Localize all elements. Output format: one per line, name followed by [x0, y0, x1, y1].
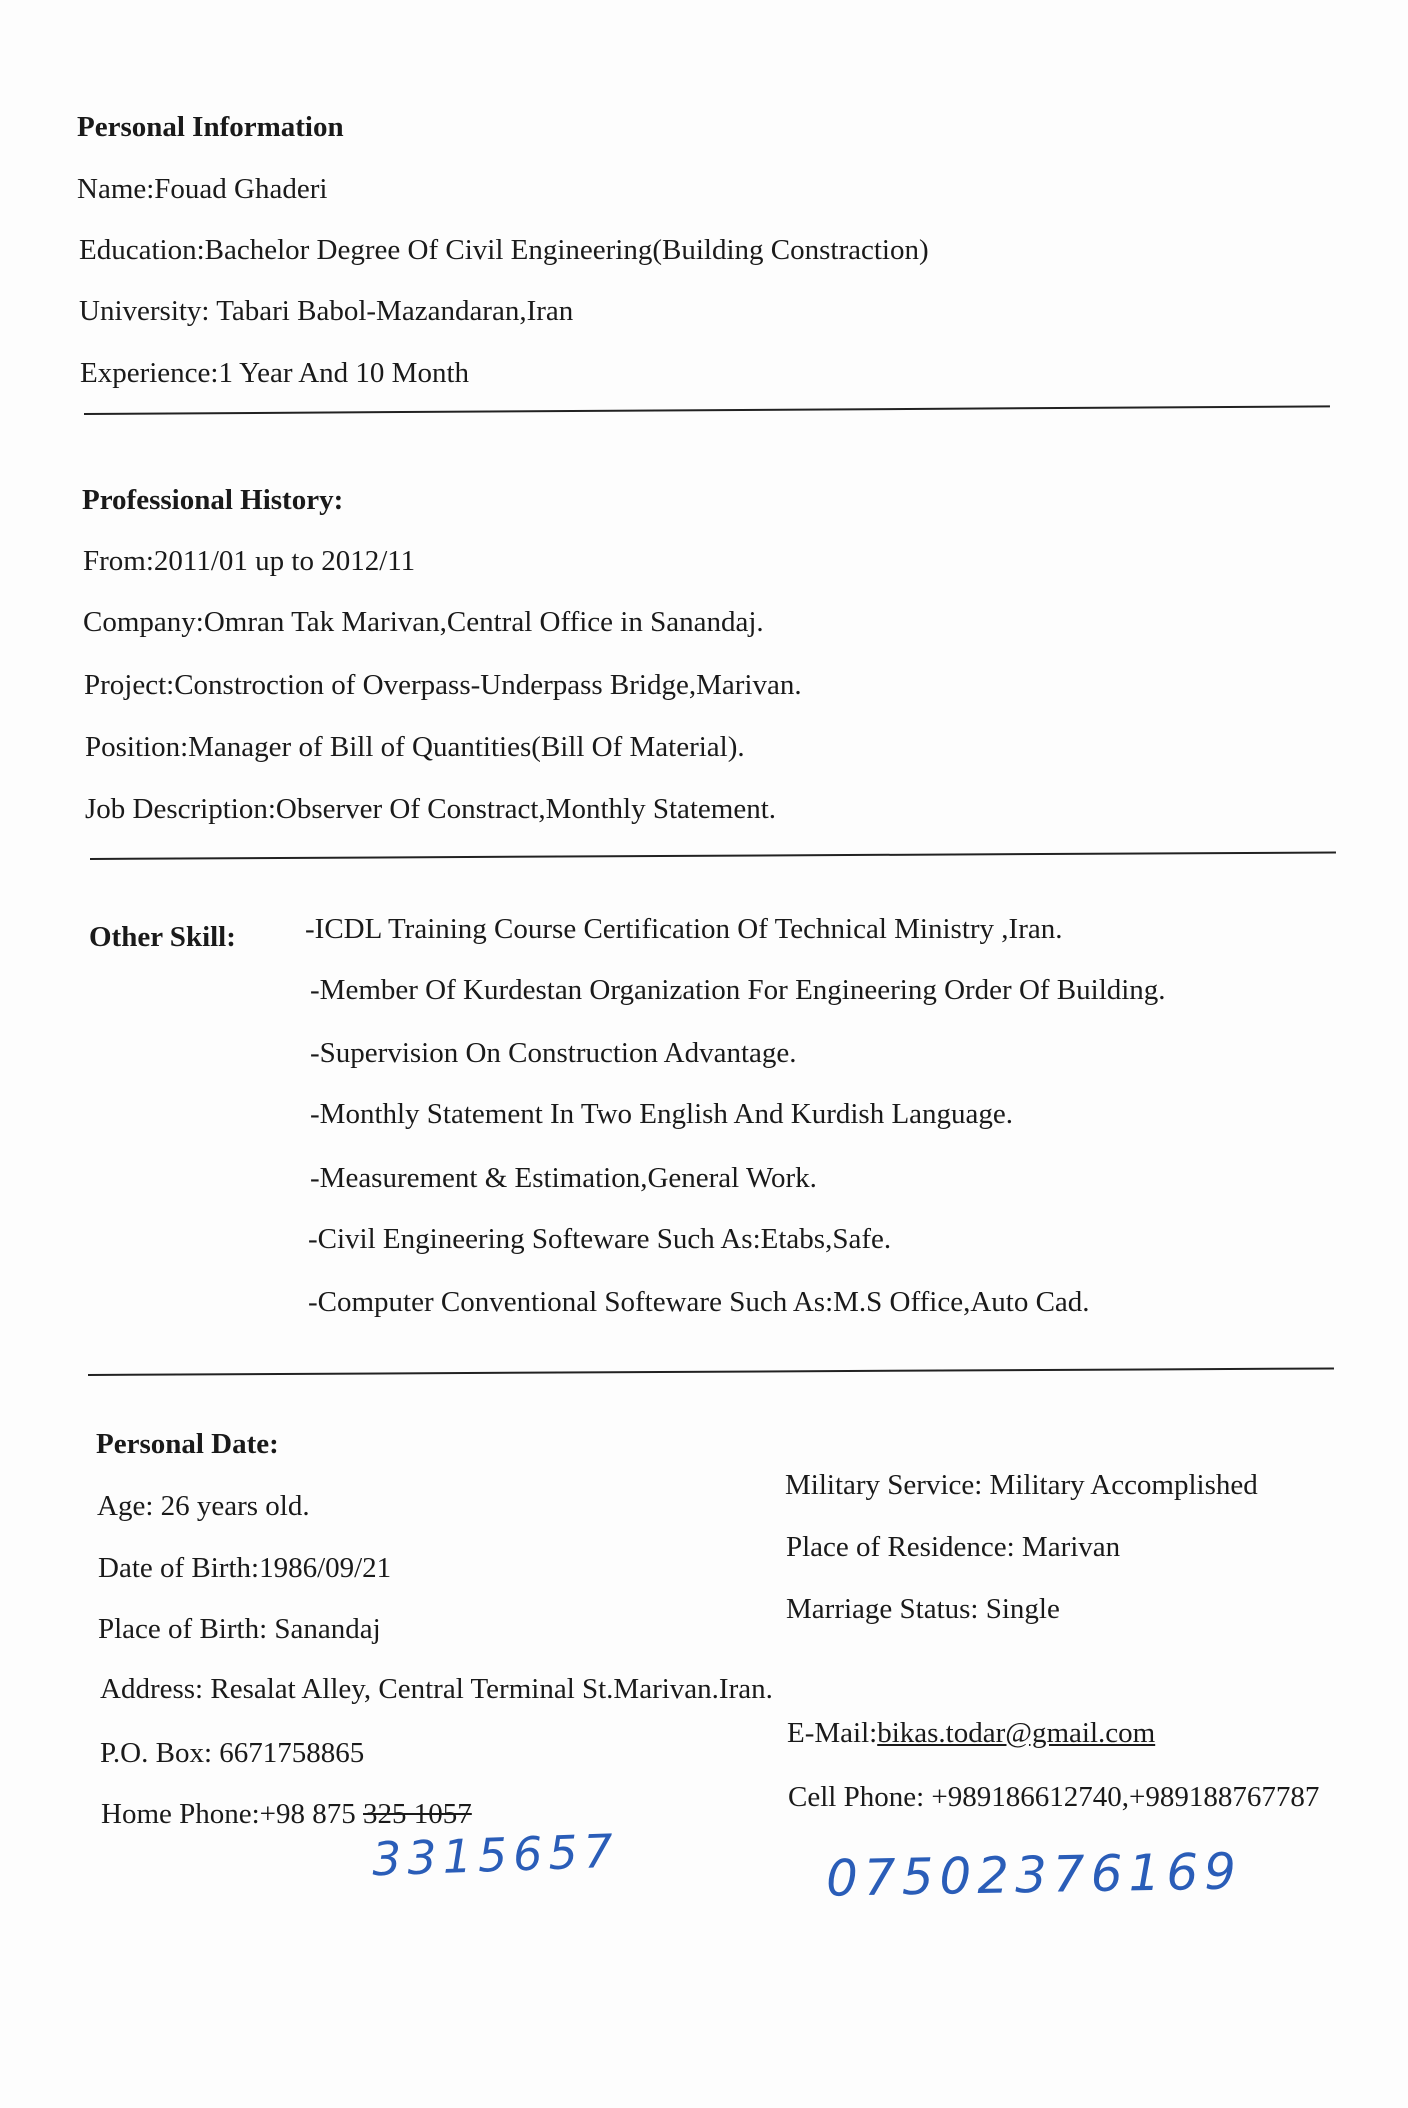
home-phone-label: Home Phone:+98 875 [101, 1798, 364, 1830]
experience-field: Experience:1 Year And 10 Month [80, 357, 470, 389]
home-phone-field [101, 1797, 472, 1831]
skill-item: -Civil Engineering Softeware Such As:Etabs,Safe. [308, 1223, 892, 1255]
section-divider [84, 405, 1330, 415]
place-of-residence-field: Place of Residence: Marivan [786, 1531, 1121, 1563]
date-of-birth-field: Date of Birth:1986/09/21 [98, 1552, 392, 1584]
section-divider [88, 1367, 1334, 1376]
home-phone-struck-number: 325 1057 [363, 1798, 472, 1830]
name-field: Name:Fouad Ghaderi [77, 173, 328, 205]
personal-info-heading: Personal Information [77, 111, 344, 143]
skill-item: -Supervision On Construction Advantage. [310, 1037, 797, 1069]
education-field: Education:Bachelor Degree Of Civil Engineering(Building Constraction) [79, 234, 929, 266]
other-skill-heading: Other Skill: [89, 921, 236, 953]
section-divider [90, 851, 1336, 860]
professional-history-heading: Professional History: [82, 484, 344, 516]
age-field: Age: 26 years old. [97, 1490, 310, 1522]
cell-phone-field: Cell Phone: +989186612740,+989188767787 [788, 1781, 1320, 1813]
email-link[interactable]: bikas.todar@gmail.com [877, 1717, 1156, 1749]
personal-date-heading: Personal Date: [96, 1428, 279, 1460]
job-description-field: Job Description:Observer Of Constract,Monthly Statement. [85, 793, 777, 825]
project-field: Project:Constroction of Overpass-Underpass Bridge,Marivan. [84, 669, 802, 701]
university-field: University: Tabari Babol-Mazandaran,Iran [79, 295, 574, 327]
military-service-field: Military Service: Military Accomplished [785, 1469, 1258, 1501]
skill-item: -Measurement & Estimation,General Work. [310, 1162, 817, 1194]
skill-item: -Monthly Statement In Two English And Kurdish Language. [310, 1098, 1014, 1130]
po-box-field: P.O. Box: 6671758865 [100, 1737, 365, 1769]
company-field: Company:Omran Tak Marivan,Central Office in Sanandaj. [83, 606, 764, 638]
marriage-status-field: Marriage Status: Single [786, 1593, 1060, 1625]
skill-item: -ICDL Training Course Certification Of Technical Ministry ,Iran. [305, 913, 1063, 945]
skill-item: -Computer Conventional Softeware Such As:M.S Office,Auto Cad. [308, 1286, 1090, 1318]
position-field: Position:Manager of Bill of Quantities(Bill Of Material). [85, 731, 745, 763]
address-field: Address: Resalat Alley, Central Terminal St.Marivan.Iran. [100, 1673, 773, 1705]
skill-item: -Member Of Kurdestan Organization For Engineering Order Of Building. [310, 974, 1166, 1006]
from-field: From:2011/01 up to 2012/11 [83, 545, 416, 577]
handwritten-cell-phone: 07502376169 [825, 1842, 1243, 1908]
email-field [787, 1716, 1155, 1750]
email-label: E-Mail: [787, 1717, 878, 1749]
place-of-birth-field: Place of Birth: Sanandaj [98, 1613, 381, 1645]
handwritten-home-phone: 3315657 [371, 1823, 620, 1887]
